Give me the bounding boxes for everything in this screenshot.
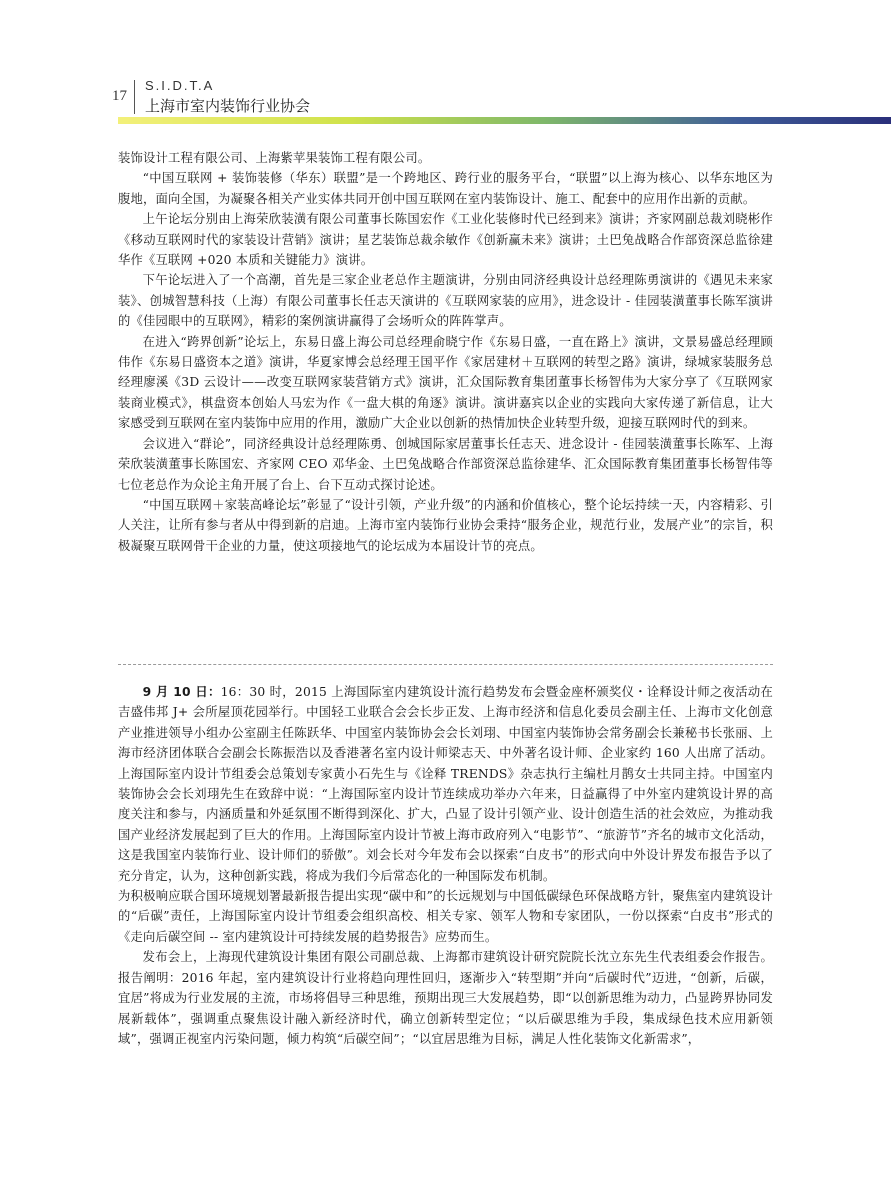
page-header <box>0 0 891 125</box>
paragraph: “中国互联网＋家装高峰论坛”彰显了“设计引领，产业升级”的内涵和价值核心，整个论坛持续一天，内容精彩、引人关注，让所有参与者从中得到新的启迪。上海市室内装饰行业协会秉持“服务企业，规范行业，发展产业”的宗旨，积极凝聚互联网骨干企业的力量，使这项接地气的论坛成为本届设计节的亮点。 <box>118 497 773 553</box>
header-divider <box>134 80 135 114</box>
page-number: 17 <box>112 88 127 104</box>
paragraph-text: 16：30 时，2015 上海国际室内建筑设计流行趋势发布会暨金座杯颁奖仪・诠释设计师之夜活动在吉盛伟邦 J+ 会所屋顶花园举行。中国轻工业联合会会长步正发、上海市经济和信息化委员会副主任、上海市文化创意产业推进领导小组办公室副主任陈跃华、中国室内装饰协会会长刘珝、中国室内装饰协会常务副会长兼秘书长张丽、上海市经济团体联合会副会长陈振浩以及香港著名室内设计师梁志天、中外著名设计师、企业家约 160 人出席了活动。上海国际室内设计节组委会总策划专家黄小石先生与《诠释 TRENDS》杂志执行主编杜月鹊女士共同主持。中国室内装饰协会会长刘珝先生在致辞中说：“上海国际室内设计节连续成功举办六年来，日益赢得了中外室内建筑设计界的高度关注和参与，内涵质量和外延氛围不断得到深化、扩大，凸显了设计引领产业、设计创造生活的社会效应，为推动我国产业经济发展起到了巨大的作用。上海国际室内设计节被上海市政府列入“电影节”、“旅游节”齐名的城市文化活动，这是我国室内装饰行业、设计师们的骄傲”。刘会长对今年发布会以探索“白皮书”的形式向中外设计界发布报告予以了充分肯定，认为，这种创新实践，将成为我们今后常态化的一种国际发布机制。 <box>118 685 774 883</box>
paragraph: 为积极响应联合国环境规划署最新报告提出实现“碳中和”的长远规划与中国低碳绿色环保战略方针，聚焦室内建筑设计的“后碳”责任，上海国际室内设计节组委会组织高校、相关专家、领军人物和专家团队，一份以探索“白皮书”形式的《走向后碳空间 -- 室内建筑设计可持续发展的趋势报告》应势而生。 <box>118 889 773 944</box>
paragraph: 上午论坛分别由上海荣欣装潢有限公司董事长陈国宏作《工业化装修时代已经到来》演讲；齐家网副总裁刘晓彬作《移动互联网时代的家装设计营销》演讲；星艺装饰总裁余敏作《创新赢未来》演讲；土巴兔战略合作部资深总监徐建华作《互联网 +020 本质和关键能力》演讲。 <box>118 212 773 268</box>
header-gradient-bar <box>118 117 891 124</box>
org-name: 上海市室内装饰行业协会 <box>145 97 311 115</box>
paragraph: 下午论坛进入了一个高潮，首先是三家企业老总作主题演讲，分别由同济经典设计总经理陈勇演讲的《遇见未来家装》、创城智慧科技（上海）有限公司董事长任志天演讲的《互联网家装的应用》，进念设计 - 佳园装潢董事长陈军演讲的《佳园眼中的互联网》，精彩的案例演讲赢得了会场听众的阵阵掌声。 <box>118 273 773 329</box>
article-section-forum <box>118 148 773 556</box>
date-label: 9 月 10 日： <box>142 685 221 699</box>
section-divider <box>118 664 773 665</box>
paragraph: 发布会上，上海现代建筑设计集团有限公司副总裁、上海都市建筑设计研究院院长沈立东先生代表组委会作报告。报告阐明：2016 年起，室内建筑设计行业将趋向理性回归，逐渐步入“转型期”并向“后碳时代”迈进，“创新，后碳，宜居”将成为行业发展的主流，市场将倡导三种思维，预期出现三大发展趋势，即“以创新思维为动力，凸显跨界协同发展新载体”，强调重点聚焦设计融入新经济时代，确立创新转型定位；“以后碳思维为手段，集成绿色技术应用新领域”，强调正视室内污染问题，倾力构筑“后碳空间”；“以宜居思维为目标，满足人性化装饰文化新需求”， <box>118 950 773 1046</box>
paragraph: 会议进入“群论”，同济经典设计总经理陈勇、创城国际家居董事长任志天、进念设计 - 佳园装潢董事长陈军、上海荣欣装潢董事长陈国宏、齐家网 CEO 邓华金、土巴兔战略合作部资深总监徐建华、汇众国际教育集团董事长杨智伟等七位老总作为众论主角开展了台上、台下互动式探讨论述。 <box>118 436 773 492</box>
article-section-sept10 <box>118 682 773 1049</box>
org-abbreviation: S.I.D.T.A <box>145 78 215 93</box>
paragraph <box>118 682 773 886</box>
paragraph: “中国互联网 + 装饰装修（华东）联盟”是一个跨地区、跨行业的服务平台，“联盟”以上海为核心、以华东地区为腹地，面向全国，为凝聚各相关产业实体共同开创中国互联网在室内装饰设计、施工、配套中的应用作出新的贡献。 <box>118 171 773 206</box>
paragraph: 在进入“跨界创新”论坛上，东易日盛上海公司总经理俞晓宁作《东易日盛，一直在路上》演讲，文景易盛总经理顾伟作《东易日盛资本之道》演讲，华夏家博会总经理王国平作《家居建材＋互联网的转型之路》演讲，绿城家装服务总经理廖溪《3D 云设计——改变互联网家装营销方式》演讲，汇众国际教育集团董事长杨智伟为大家分享了《互联网家装商业模式》，棋盘资本创始人马宏为作《一盘大棋的角逐》演讲。演讲嘉宾以企业的实践向大家传递了新信息，让大家感受到互联网在室内装饰中应用的作用，激励广大企业以创新的热情加快企业转型升级，迎接互联网时代的到来。 <box>118 334 773 431</box>
paragraph: 装饰设计工程有限公司、上海紫苹果装饰工程有限公司。 <box>118 151 431 165</box>
